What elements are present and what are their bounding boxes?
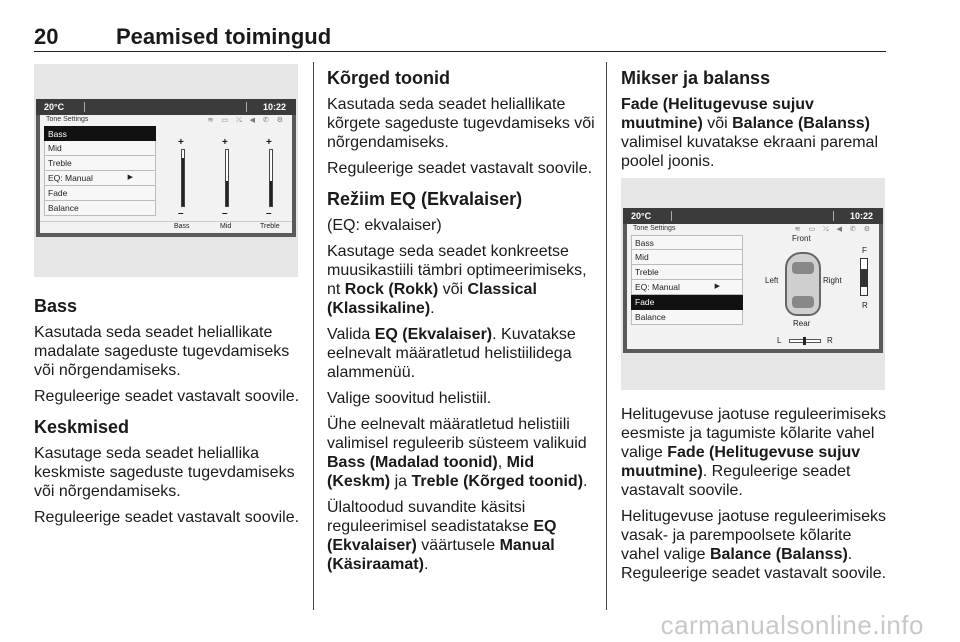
- temperature: 20°C: [631, 211, 652, 221]
- plus-icon: +: [178, 137, 184, 148]
- slider-label-band: [40, 221, 292, 233]
- menu-item[interactable]: [44, 171, 156, 186]
- menu-item-label: Balance: [635, 312, 666, 322]
- menu-item-label: Mid: [48, 143, 62, 153]
- menu-item[interactable]: [44, 126, 156, 141]
- treble-paragraph: Kasutada seda seadet heliallikate kõrgete sageduste tugevdamiseks või nõrgendamiseks.: [327, 96, 595, 151]
- front-label: Front: [792, 234, 811, 243]
- column-divider: [313, 62, 314, 610]
- menu-item-label: Treble: [48, 158, 72, 168]
- column-2: [327, 67, 595, 581]
- menu-item[interactable]: [44, 141, 156, 156]
- mixer-paragraph-3: Helitugevuse jaotuse reguleerimiseks vasak- ja parempoolsete kõlarite vahel valige Balance (Balanss). Reguleerige seadet vastavalt soovile.: [621, 508, 887, 582]
- menu-item-label: Bass: [635, 238, 654, 248]
- tone-menu: [44, 126, 156, 216]
- eq-paragraph-0: (EQ: ekvalaiser): [327, 217, 442, 234]
- menu-item-label: Mid: [635, 252, 649, 262]
- screen-status-bar: [36, 99, 296, 115]
- menu-item-label: EQ: Manual: [635, 282, 680, 292]
- menu-item[interactable]: [631, 235, 743, 250]
- menu-item-label: Balance: [48, 203, 79, 213]
- mid-paragraph: Kasutage seda seadet heliallika keskmiste sageduste tugevdamiseks või nõrgendamiseks.: [34, 445, 295, 500]
- balance-right-label: R: [827, 336, 833, 345]
- minus-icon: –: [178, 208, 184, 219]
- clock: 10:22: [849, 211, 873, 221]
- slider-label-bass: Bass: [174, 223, 190, 230]
- mid-paragraph-2: Reguleerige seadet vastavalt soovile.: [34, 509, 300, 526]
- treble-heading: Kõrged toonid: [327, 68, 450, 88]
- treble-paragraph-2: Reguleerige seadet vastavalt soovile.: [327, 160, 593, 177]
- page-title: Peamised toimingud: [116, 24, 332, 49]
- mixer-paragraph-1: Fade (Helitugevuse sujuv muutmine) või Balance (Balanss) valimisel kuvatakse ekraani paremal poolel joonis.: [621, 96, 878, 170]
- mid-heading: Keskmised: [34, 417, 130, 437]
- status-icons: ≋ ▭ ⤯ ◀ ✆ ⚙: [794, 226, 873, 233]
- screen-title: Tone Settings: [46, 116, 89, 123]
- fade-slider[interactable]: [860, 258, 868, 296]
- menu-item[interactable]: [44, 186, 156, 201]
- column-3-bottom: [621, 405, 889, 590]
- menu-item[interactable]: [631, 310, 743, 325]
- rear-label: Rear: [793, 319, 811, 328]
- plus-icon: +: [266, 137, 272, 148]
- menu-item[interactable]: [44, 201, 156, 216]
- fade-rear-label: R: [862, 301, 868, 310]
- eq-paragraph-3: Valige soovitud helistiil.: [327, 390, 492, 407]
- right-label: Right: [823, 276, 842, 285]
- slider-label-mid: Mid: [220, 223, 232, 230]
- minus-icon: –: [222, 208, 228, 219]
- slider-label-treble: Treble: [260, 223, 280, 230]
- car-icon[interactable]: [785, 252, 821, 316]
- eq-paragraph-5: Ülaltoodud suvandite käsitsi reguleerimisel seadistatakse EQ (Ekvalaiser) väärtusele Manual (Käsiraamat).: [327, 499, 557, 573]
- bass-slider[interactable]: [178, 137, 188, 217]
- plus-icon: +: [222, 137, 228, 148]
- eq-paragraph-1: Kasutage seda seadet konkreetse muusikastiili tämbri optimeerimiseks, nt Rock (Rokk) või Classical (Klassikaline).: [327, 243, 587, 317]
- eq-paragraph-4: Ühe eelnevalt määratletud helistiili valimisel reguleerib süsteem valikuid Bass (Madalad toonid), Mid (Keskm) ja Treble (Kõrged toonid).: [327, 416, 588, 490]
- mid-slider[interactable]: [222, 137, 232, 217]
- bass-paragraph-2: Reguleerige seadet vastavalt soovile.: [34, 388, 300, 405]
- column-1: [34, 295, 302, 534]
- chevron-right-icon: ▶: [714, 283, 720, 290]
- menu-item-label: Fade: [635, 297, 655, 307]
- display-screen: [623, 208, 883, 353]
- screen-title: Tone Settings: [633, 225, 676, 232]
- menu-item-label: EQ: Manual: [48, 173, 93, 183]
- tone-menu: [631, 235, 743, 325]
- screen-body: [627, 224, 879, 349]
- clock: 10:22: [262, 102, 286, 112]
- page-number: 20: [34, 24, 59, 49]
- eq-heading: Režiim EQ (Ekvalaiser): [327, 189, 523, 209]
- menu-item[interactable]: [631, 295, 743, 310]
- menu-item-label: Treble: [635, 267, 659, 277]
- page-header: [34, 24, 886, 52]
- balance-slider[interactable]: [789, 339, 821, 343]
- screen-body: [40, 115, 292, 233]
- mixer-heading: Mikser ja balanss: [621, 68, 771, 88]
- menu-item[interactable]: [631, 280, 743, 295]
- menu-item[interactable]: [631, 250, 743, 265]
- minus-icon: –: [266, 208, 272, 219]
- figure-fade-balance: [621, 178, 885, 390]
- temperature: 20°C: [44, 102, 65, 112]
- treble-slider[interactable]: [266, 137, 276, 217]
- eq-paragraph-2: Valida EQ (Ekvalaiser). Kuvatakse eelnevalt määratletud helistiilidega alammenüü.: [327, 326, 576, 381]
- screen-status-bar: [623, 208, 883, 224]
- mixer-paragraph-2: Helitugevuse jaotuse reguleerimiseks eesmiste ja tagumiste kõlarite vahel valige Fade (Helitugevuse sujuv muutmine). Reguleerige seadet vastavalt soovile.: [621, 406, 887, 499]
- menu-item[interactable]: [631, 265, 743, 280]
- balance-left-label: L: [777, 336, 782, 345]
- column-3-top: [621, 67, 889, 178]
- column-divider: [606, 62, 607, 610]
- menu-item-label: Fade: [48, 188, 68, 198]
- menu-item[interactable]: [44, 156, 156, 171]
- chevron-right-icon: ▶: [127, 174, 133, 181]
- status-icons: ≋ ▭ ⤯ ◀ ✆ ⚙: [207, 117, 286, 124]
- left-label: Left: [765, 276, 779, 285]
- display-screen: [36, 99, 296, 237]
- fade-front-label: F: [862, 246, 867, 255]
- menu-item-label: Bass: [48, 129, 67, 139]
- bass-heading: Bass: [34, 296, 78, 316]
- bass-paragraph: Kasutada seda seadet heliallikate madalate sageduste tugevdamiseks või nõrgendamiseks.: [34, 324, 290, 379]
- figure-tone-settings: [34, 64, 298, 277]
- watermark: carmanualsonline.info: [660, 610, 924, 640]
